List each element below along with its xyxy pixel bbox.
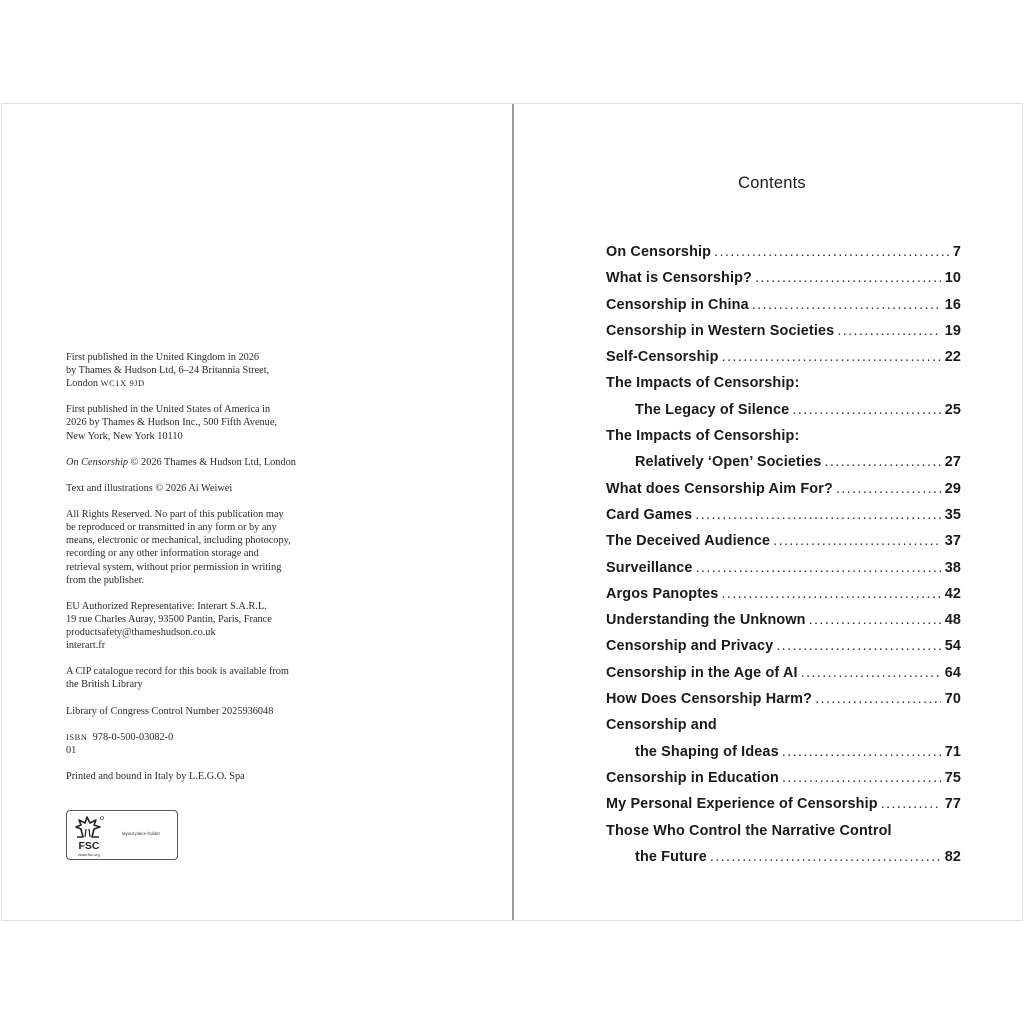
- printed-by: Printed and bound in Italy by L.E.G.O. Spa: [66, 771, 245, 782]
- toc-entry: [606, 555, 961, 581]
- toc-dot-leader: [722, 344, 941, 370]
- toc-entry-page: 10: [944, 270, 961, 287]
- toc-entry: [606, 423, 961, 449]
- toc-entry-page: 27: [944, 454, 961, 471]
- toc-entry-page: 82: [944, 848, 961, 865]
- toc-entry: [606, 528, 961, 554]
- cip-record: A CIP catalogue record for this book is available from the British Library: [66, 666, 289, 691]
- toc-entry-title: Surveillance: [606, 559, 693, 576]
- toc-entry-title: How Does Censorship Harm?: [606, 691, 813, 708]
- toc-dot-leader: [696, 555, 941, 581]
- toc-entry-page: 71: [944, 743, 961, 760]
- toc-entry-title: Censorship in the Age of AI: [606, 664, 798, 681]
- toc-entry-title: What is Censorship?: [606, 270, 752, 287]
- contents-title: Contents: [738, 174, 806, 192]
- toc-entry-page: 7: [952, 244, 961, 260]
- toc-entry-title: What does Censorship Aim For?: [606, 480, 833, 497]
- toc-entry-title: Relatively ‘Open’ Societies: [635, 454, 822, 471]
- toc-entry: [606, 660, 961, 686]
- toc-entry: [606, 633, 961, 659]
- toc-entry-page: 48: [944, 612, 961, 629]
- fsc-url: www.fsc.org: [78, 852, 100, 857]
- copyright-line: On Censorship © 2026 Thames & Hudson Ltd, London: [66, 456, 296, 468]
- toc-dot-leader: [714, 239, 949, 265]
- toc-entry: [606, 818, 961, 844]
- toc-entry-title: the Shaping of Ideas: [635, 743, 779, 760]
- toc-entry-title: Censorship in Western Societies: [606, 322, 835, 339]
- toc-dot-leader: [824, 449, 940, 475]
- toc-dot-leader: [773, 528, 941, 554]
- eu-representative: EU Authorized Representative: Interart S.A.R.L. 19 rue Charles Auray, 93500 Pantin, Paris, France productsafety@thameshudson.co.uk interart.fr: [66, 600, 272, 652]
- fsc-tree-icon: [73, 815, 105, 841]
- toc-dot-leader: [809, 607, 941, 633]
- toc-entry-title: Censorship and: [606, 717, 717, 734]
- fsc-logo-box: [66, 810, 178, 860]
- toc-dot-leader: [837, 318, 940, 344]
- toc-entry-page: 37: [944, 533, 961, 550]
- toc-entry-page: 35: [944, 506, 961, 523]
- toc-dot-leader: [721, 581, 940, 607]
- toc-entry: [606, 739, 961, 765]
- toc-entry: [606, 607, 961, 633]
- toc-entry: [606, 712, 961, 738]
- toc-dot-leader: [710, 844, 941, 870]
- toc-entry-title: the Future: [635, 848, 707, 865]
- toc-entry-title: Card Games: [606, 506, 693, 523]
- fsc-logo-text: FSC: [78, 840, 100, 852]
- toc-entry: [606, 318, 961, 344]
- book-spread: [1, 103, 1023, 921]
- toc-entry-title: Understanding the Unknown: [606, 612, 806, 629]
- toc-entry-page: 70: [944, 691, 961, 708]
- rights-reserved: All Rights Reserved. No part of this publication may be reproduced or transmitted in any form or by any means, electronic or mechanical, including photocopy, recording or any other information storage and retrieval system, without prior permission in writing from the publisher.: [66, 509, 291, 586]
- toc-entry-title: On Censorship: [606, 244, 712, 260]
- toc-entry: [606, 791, 961, 817]
- toc-entry-title: The Legacy of Silence: [635, 401, 790, 418]
- toc-entry-title: The Impacts of Censorship:: [606, 428, 800, 445]
- toc-entry: [606, 397, 961, 423]
- imprint-page: [66, 351, 331, 796]
- fsc-placeholder-label: layout place-holder: [122, 831, 161, 836]
- toc-entry-title: Argos Panoptes: [606, 585, 719, 602]
- toc-entry-page: 54: [944, 638, 961, 655]
- toc-dot-leader: [836, 476, 941, 502]
- toc-entry-page: 77: [944, 796, 961, 813]
- toc-dot-leader: [782, 739, 941, 765]
- toc-entry-page: 19: [944, 322, 961, 339]
- toc-entry-page: 25: [944, 401, 961, 418]
- toc-entry: [606, 502, 961, 528]
- toc-dot-leader: [695, 502, 940, 528]
- toc-dot-leader: [755, 265, 941, 291]
- toc-entry: [606, 265, 961, 291]
- toc-entry-title: My Personal Experience of Censorship: [606, 796, 878, 813]
- toc-entry-title: The Impacts of Censorship:: [606, 375, 800, 392]
- text-illustrations-copyright: Text and illustrations © 2026 Ai Weiwei: [66, 482, 233, 494]
- toc-entry: [606, 239, 961, 265]
- toc-entry-title: Those Who Control the Narrative Control: [606, 822, 892, 839]
- toc-dot-leader: [752, 292, 941, 318]
- isbn-block: ISBN 978-0-500-03082-0 01: [66, 731, 174, 756]
- toc-entry-page: 42: [944, 585, 961, 602]
- toc-entry: [606, 686, 961, 712]
- toc-entry-title: Censorship in China: [606, 296, 749, 313]
- toc-dot-leader: [801, 660, 941, 686]
- toc-entry: [606, 765, 961, 791]
- toc-dot-leader: [776, 633, 940, 659]
- toc-entry: [606, 844, 961, 870]
- toc-entry: [606, 292, 961, 318]
- toc-entry: [606, 449, 961, 475]
- toc-dot-leader: [782, 765, 941, 791]
- toc-entry-page: 75: [944, 769, 961, 786]
- page-gutter: [512, 104, 514, 920]
- toc-entry: [606, 344, 961, 370]
- toc-entry-page: 64: [944, 664, 961, 681]
- toc-entry-title: Censorship in Education: [606, 769, 779, 786]
- first-published-uk: First published in the United Kingdom in 2026 by Thames & Hudson Ltd, 6–24 Britannia Street, London WC1X 9JD: [66, 352, 270, 390]
- toc-entry-page: 22: [944, 349, 961, 366]
- loc-control-number: Library of Congress Control Number 2025936048: [66, 705, 274, 717]
- first-published-us: First published in the United States of America in 2026 by Thames & Hudson Inc., 500 Fifth Avenue, New York, New York 10110: [66, 404, 277, 442]
- toc-dot-leader: [881, 791, 941, 817]
- toc-dot-leader: [815, 686, 941, 712]
- toc-entry-title: The Deceived Audience: [606, 533, 771, 550]
- toc-entry-title: Censorship and Privacy: [606, 638, 774, 655]
- toc-entry: [606, 476, 961, 502]
- toc-entry: [606, 370, 961, 396]
- table-of-contents: [606, 239, 961, 870]
- toc-entry-title: Self-Censorship: [606, 349, 719, 366]
- toc-entry-page: 38: [944, 559, 961, 576]
- toc-entry-page: 16: [944, 296, 961, 313]
- toc-entry-page: 29: [944, 480, 961, 497]
- toc-entry: [606, 581, 961, 607]
- toc-dot-leader: [792, 397, 940, 423]
